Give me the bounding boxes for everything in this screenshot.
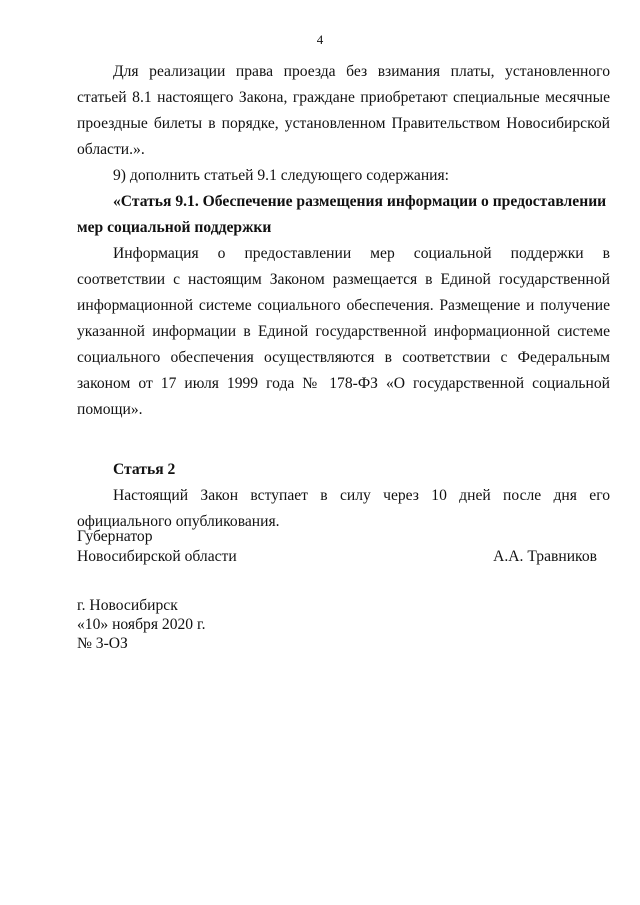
signature-block [77,527,597,567]
paragraph-free-travel: Для реализации права проезда без взимания платы, установленного статьей 8.1 настоящего Закона, граждане приобретают специальные месячные проездные билеты в порядке, установленном Правительством Новосибирской области.». [77,63,610,158]
footer-city: г. Новосибирск [77,597,178,614]
paragraph-information-placement: Информация о предоставлении мер социальной поддержки в соответствии с настоящим Законом размещается в Единой государственной информационной системе социального обеспечения. Размещение и получение указанной информации в Единой государственной информационной системе социального обеспечения осуществляются в соответствии с Федеральным законом от 17 июля 1999 года № 178-ФЗ «О государственной социальной помощи». [77,245,610,418]
article-2-title: Статья 2 [113,461,176,478]
signature-position-line2: Новосибирской области [77,548,237,565]
paragraph-amendment-9: 9) дополнить статьей 9.1 следующего содержания: [113,167,450,184]
page-number: 4 [316,32,324,47]
article-9-1-title: «Статья 9.1. Обеспечение размещения информации о предоставлении мер социальной поддержки [77,193,607,236]
document-body [77,59,610,535]
signature-row [77,547,597,567]
footer-date: «10» ноября 2020 г. [77,616,206,633]
article-2-text: Настоящий Закон вступает в силу через 10 дней после дня его официального опубликования. [77,487,610,530]
section-spacer [77,423,610,457]
signatory-name: А.А. Травников [493,548,597,565]
footer-number: № 3-ОЗ [77,635,128,652]
signature-position-line1: Губернатор [77,528,153,545]
document-footer [77,596,206,653]
